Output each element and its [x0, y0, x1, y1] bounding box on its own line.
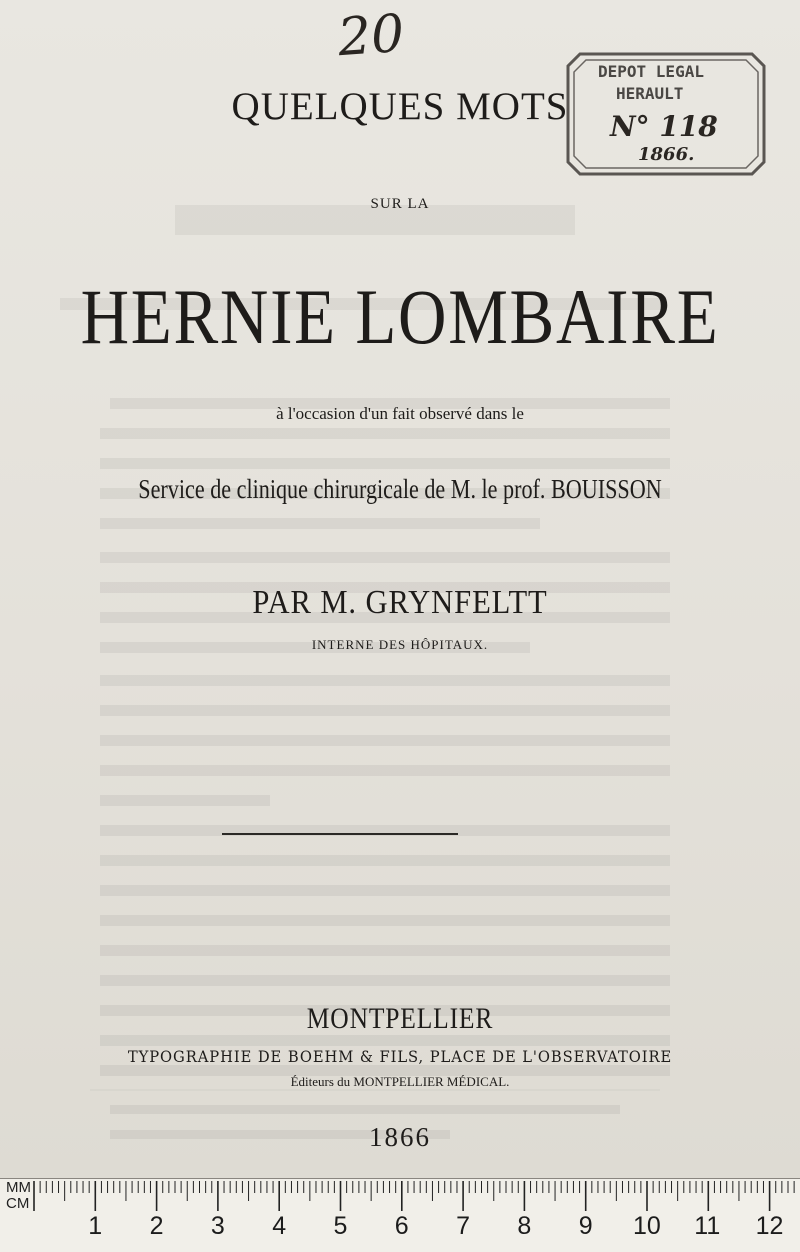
ruler-label: 1 [88, 1212, 103, 1240]
main-title: HERNIE LOMBAIRE [80, 273, 720, 360]
stamp-line2: HERAULT [616, 84, 684, 103]
divider-rule [222, 833, 458, 835]
imprint-publisher: Éditeurs du MONTPELLIER MÉDICAL. [290, 1074, 510, 1089]
ruler-label: 11 [694, 1212, 721, 1240]
service-line: Service de clinique chirurgicale de M. le prof. BOUISSON [138, 474, 662, 504]
imprint-year: 1866 [369, 1122, 431, 1152]
ruler-label: 12 [755, 1212, 784, 1240]
ruler-label: 9 [578, 1212, 593, 1240]
handwritten-number: 20 [335, 3, 407, 69]
ruler-label: 7 [456, 1212, 470, 1240]
ruler-label: 4 [272, 1212, 287, 1240]
title-line2: SUR LA [370, 196, 430, 212]
title-line1: QUELQUES MOTS [231, 85, 569, 128]
stamp-number: N° 118 [610, 110, 718, 143]
ruler-label: 5 [333, 1212, 348, 1240]
occasion-line: à l'occasion d'un fait observé dans le [276, 404, 524, 423]
ruler-label: 10 [633, 1212, 661, 1240]
author-role: INTERNE DES HÔPITAUX. [311, 637, 489, 652]
ruler-label: 3 [210, 1212, 225, 1240]
ruler-unit-cm: CM [6, 1195, 30, 1212]
stamp-line1: DEPOT LEGAL [598, 62, 704, 81]
ruler-label: 2 [149, 1212, 164, 1240]
stamp-year: 1866. [638, 144, 695, 165]
imprint-printer: TYPOGRAPHIE DE BOEHM & FILS, PLACE DE L'OBSERVATOIRE [127, 1047, 673, 1066]
author-name: PAR M. GRYNFELTT [252, 584, 548, 621]
ruler-unit-mm: MM [6, 1179, 31, 1196]
ruler-label: 6 [394, 1212, 409, 1240]
imprint-city: MONTPELLIER [306, 1002, 494, 1035]
ruler-label: 8 [517, 1212, 532, 1240]
